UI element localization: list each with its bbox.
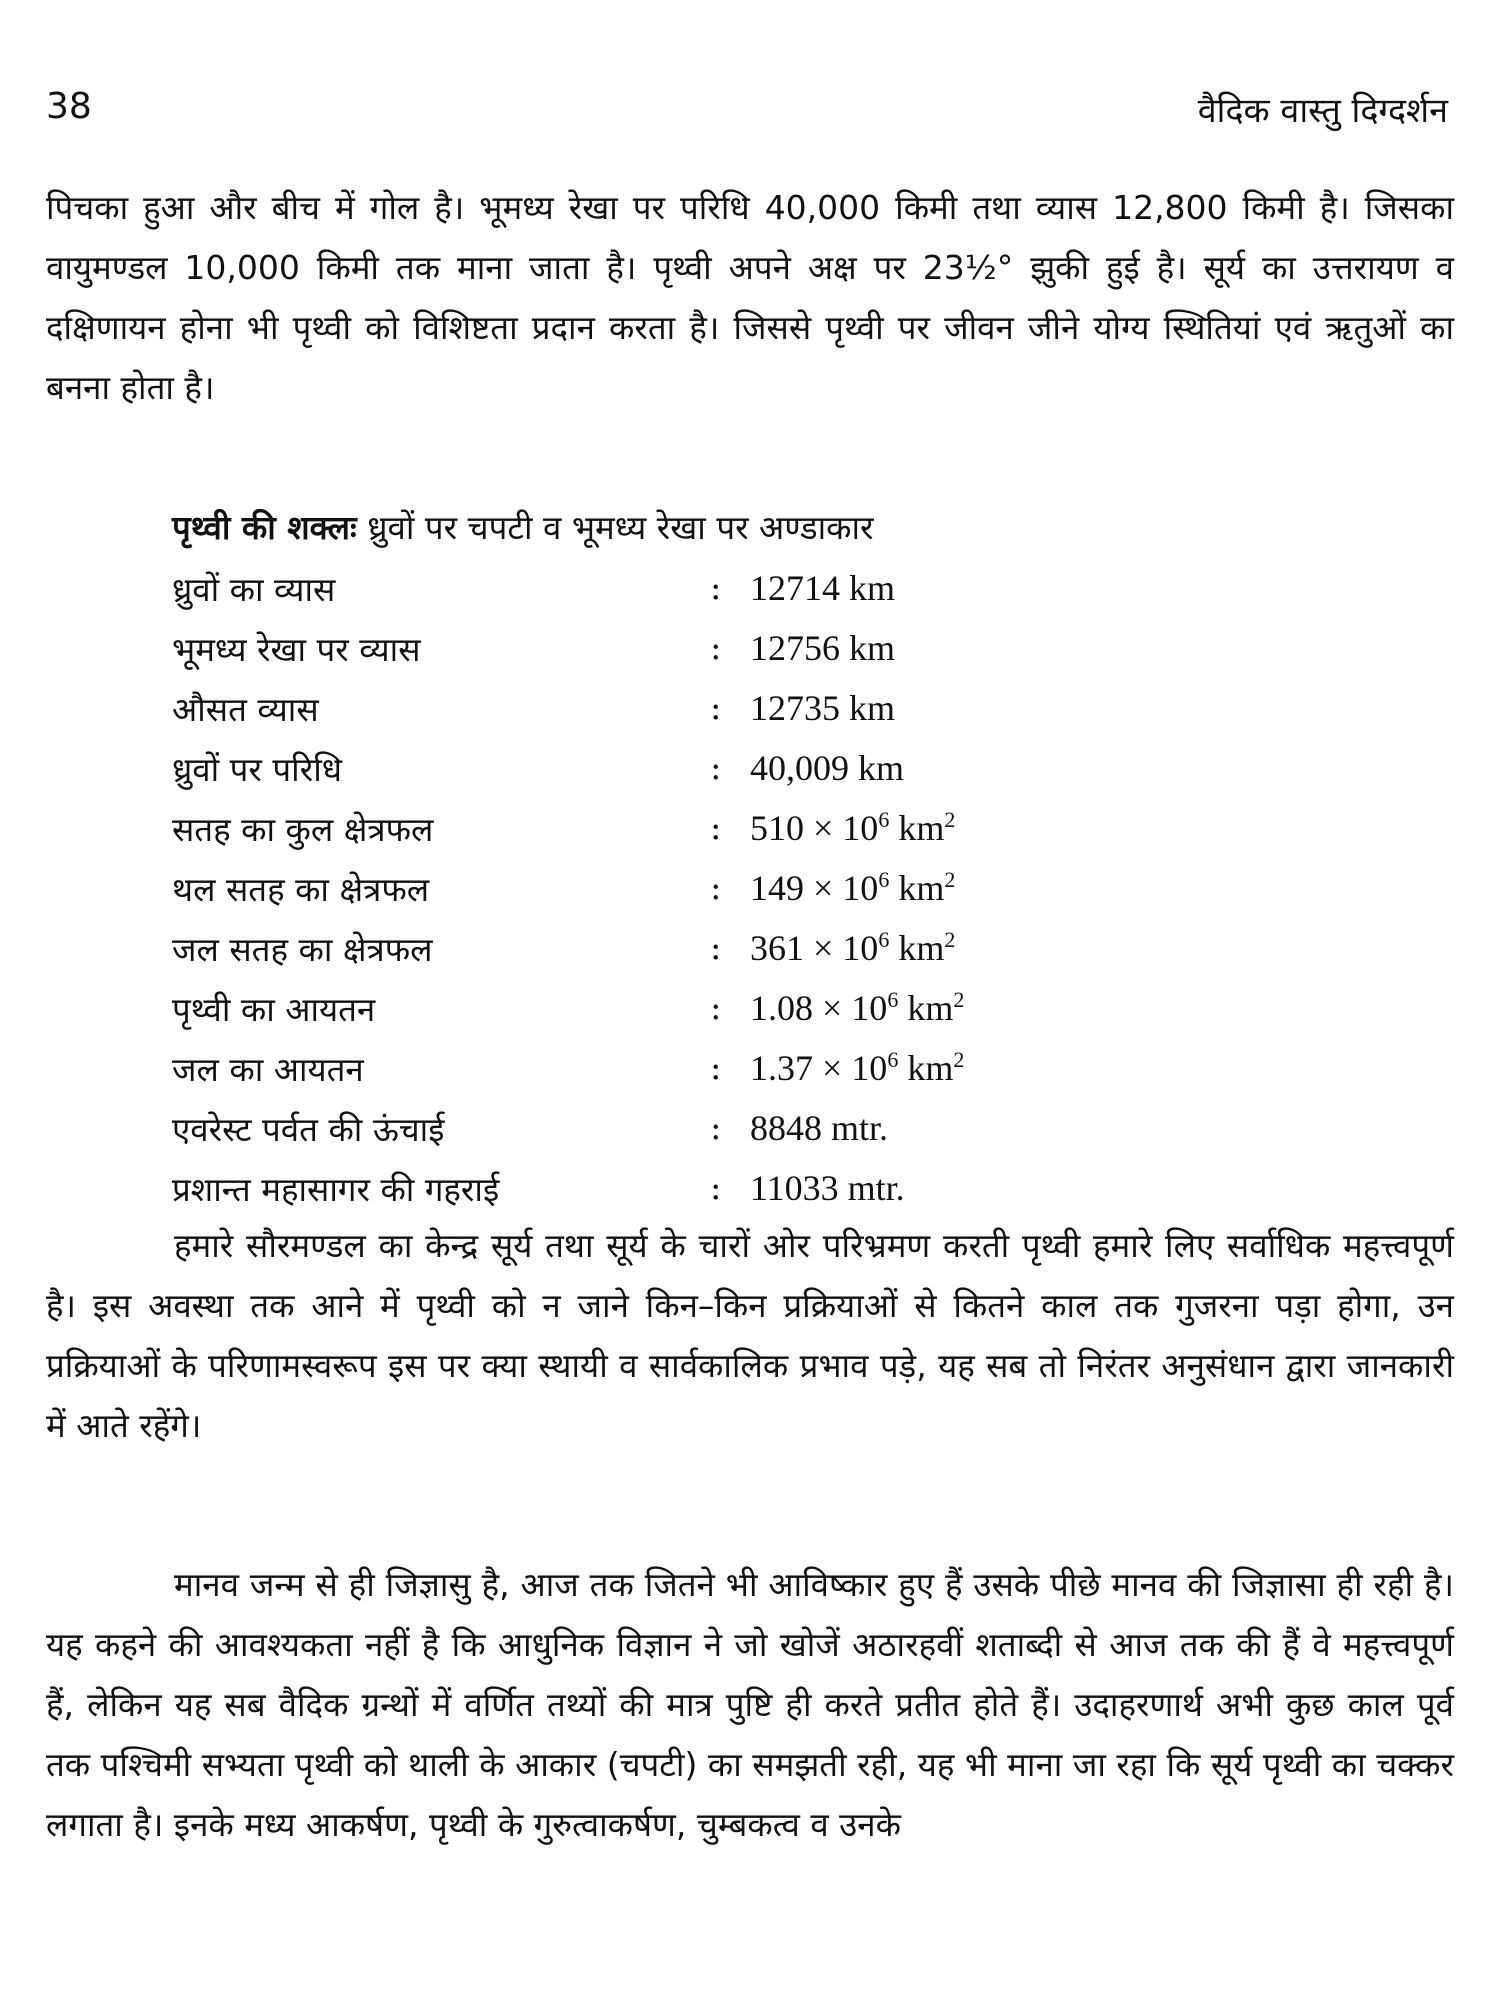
- paragraph-curiosity: मानव जन्म से ही जिज्ञासु है, आज तक जितने भी आविष्कार हुए हैं उसके पीछे मानव की जिज्ञासा ही रही है। यह कहने की आवश्यकता नहीं है कि आधुनिक विज्ञान ने जो खोजें अठारहवीं शताब्दी से आज तक की हैं वे महत्त्वपूर्ण हैं, लेकिन यह सब वैदिक ग्रन्थों में वर्णित तथ्यों की मात्र पुष्टि ही करते प्रतीत होते हैं। उदाहरणार्थ अभी कुछ काल पूर्व तक पश्चिमी सभ्यता पृथ्वी को थाली के आकार (चपटी) का समझती रही, यह भी माना जा रहा कि सूर्य पृथ्वी का चक्कर लगाता है। इनके मध्य आकर्षण, पृथ्वी के गुरुत्वाकर्षण, चुम्बकत्व व उनके: [46, 1565, 1454, 1844]
- fact-value: [750, 807, 955, 849]
- fact-value-unit: km: [889, 868, 945, 908]
- fact-value-unit: km: [889, 808, 945, 848]
- fact-label: ध्रुवों का व्यास: [172, 569, 336, 609]
- fact-value-unit-exponent: 2: [953, 987, 965, 1012]
- fact-value: [750, 1167, 905, 1209]
- fact-label: सतह का कुल क्षेत्रफल: [172, 809, 434, 849]
- fact-colon: :: [710, 1168, 722, 1208]
- fact-value: [750, 1047, 964, 1089]
- fact-value: [750, 687, 895, 729]
- fact-label: पृथ्वी का आयतन: [172, 989, 376, 1029]
- fact-value-base: 12714 km: [750, 568, 896, 608]
- fact-row: [172, 858, 1432, 918]
- fact-row: [172, 978, 1432, 1038]
- fact-value-base: 12735 km: [750, 688, 896, 728]
- fact-value-unit: km: [898, 988, 954, 1028]
- fact-value-unit-exponent: 2: [944, 867, 956, 892]
- fact-colon: :: [710, 928, 722, 968]
- fact-value-unit-exponent: 2: [944, 927, 956, 952]
- fact-value-base: 11033 mtr.: [750, 1168, 905, 1208]
- fact-value-base: 1.37 × 10: [750, 1048, 888, 1088]
- fact-row: [172, 798, 1432, 858]
- fact-value-base: 361 × 10: [750, 928, 879, 968]
- fact-value-base: 40,009 km: [750, 748, 905, 788]
- fact-label: ध्रुवों पर परिधि: [172, 749, 343, 789]
- fact-row: [172, 558, 1432, 618]
- fact-value-unit-exponent: 2: [944, 807, 956, 832]
- fact-value-exponent: 6: [878, 807, 890, 832]
- fact-value-base: 8848 mtr.: [750, 1108, 889, 1148]
- fact-colon: :: [710, 748, 722, 788]
- fact-row: [172, 678, 1432, 738]
- fact-row: [172, 1098, 1432, 1158]
- fact-value-base: 149 × 10: [750, 868, 879, 908]
- page-number: 38: [46, 86, 92, 127]
- fact-label: एवरेस्ट पर्वत की ऊंचाई: [172, 1109, 445, 1149]
- fact-value: [750, 927, 955, 969]
- fact-label: जल का आयतन: [172, 1049, 364, 1089]
- fact-value: [750, 567, 895, 609]
- fact-value: [750, 987, 964, 1029]
- earth-shape-label: पृथ्वी की शक्लः: [172, 508, 357, 547]
- fact-value-exponent: 6: [887, 987, 899, 1012]
- fact-rows: [172, 558, 1432, 1218]
- fact-colon: :: [710, 868, 722, 908]
- paragraph-continuation: पिचका हुआ और बीच में गोल है। भूमध्य रेखा पर परिधि 40,000 किमी तथा व्यास 12,800 किमी है। जिसका वायुमण्डल 10,000 किमी तक माना जाता है। पृथ्वी अपने अक्ष पर 23½° झुकी हुई है। सूर्य का उत्तरायण व दक्षिणायन होना भी पृथ्वी को विशिष्टता प्रदान करता है। जिससे पृथ्वी पर जीवन जीने योग्य स्थितियां एवं ऋतुओं का बनना होता है।: [46, 188, 1454, 407]
- fact-label: जल सतह का क्षेत्रफल: [172, 929, 433, 969]
- paragraph-solar-system: हमारे सौरमण्डल का केन्द्र सूर्य तथा सूर्य के चारों ओर परिभ्रमण करती पृथ्वी हमारे लिए सर्वाधिक महत्त्वपूर्ण है। इस अवस्था तक आने में पृथ्वी को न जाने किन–किन प्रक्रियाओं से कितने काल तक गुजरना पड़ा होगा, उन प्रक्रियाओं के परिणामस्वरूप इस पर क्या स्थायी व सार्वकालिक प्रभाव पड़े, यह सब तो निरंतर अनुसंधान द्वारा जानकारी में आते रहेंगे।: [46, 1226, 1454, 1445]
- fact-value: [750, 747, 904, 789]
- fact-value-exponent: 6: [878, 867, 890, 892]
- fact-value: [750, 1107, 888, 1149]
- fact-value-exponent: 6: [887, 1047, 899, 1072]
- fact-value-exponent: 6: [878, 927, 890, 952]
- fact-colon: :: [710, 808, 722, 848]
- fact-value-base: 1.08 × 10: [750, 988, 888, 1028]
- fact-row: [172, 918, 1432, 978]
- fact-value: [750, 867, 955, 909]
- fact-value-unit: km: [889, 928, 945, 968]
- fact-value-base: 510 × 10: [750, 808, 879, 848]
- fact-label: भूमध्य रेखा पर व्यास: [172, 629, 421, 669]
- running-title: वैदिक वास्तु दिग्दर्शन: [1197, 91, 1448, 131]
- fact-colon: :: [710, 1108, 722, 1148]
- fact-colon: :: [710, 628, 722, 668]
- fact-colon: :: [710, 688, 722, 728]
- fact-row: [172, 618, 1432, 678]
- fact-label: थल सतह का क्षेत्रफल: [172, 869, 430, 909]
- fact-colon: :: [710, 1048, 722, 1088]
- earth-shape-heading: [172, 498, 1432, 558]
- fact-value-unit: km: [898, 1048, 954, 1088]
- fact-value: [750, 627, 895, 669]
- fact-colon: :: [710, 988, 722, 1028]
- earth-facts-list: [172, 498, 1432, 1218]
- fact-row: [172, 1158, 1432, 1218]
- fact-row: [172, 1038, 1432, 1098]
- fact-value-unit-exponent: 2: [953, 1047, 965, 1072]
- fact-row: [172, 738, 1432, 798]
- fact-value-base: 12756 km: [750, 628, 896, 668]
- earth-shape-text: ध्रुवों पर चपटी व भूमध्य रेखा पर अण्डाकार: [356, 508, 874, 547]
- fact-label: प्रशान्त महासागर की गहराई: [172, 1169, 500, 1209]
- fact-colon: :: [710, 568, 722, 608]
- fact-label: औसत व्यास: [172, 689, 319, 729]
